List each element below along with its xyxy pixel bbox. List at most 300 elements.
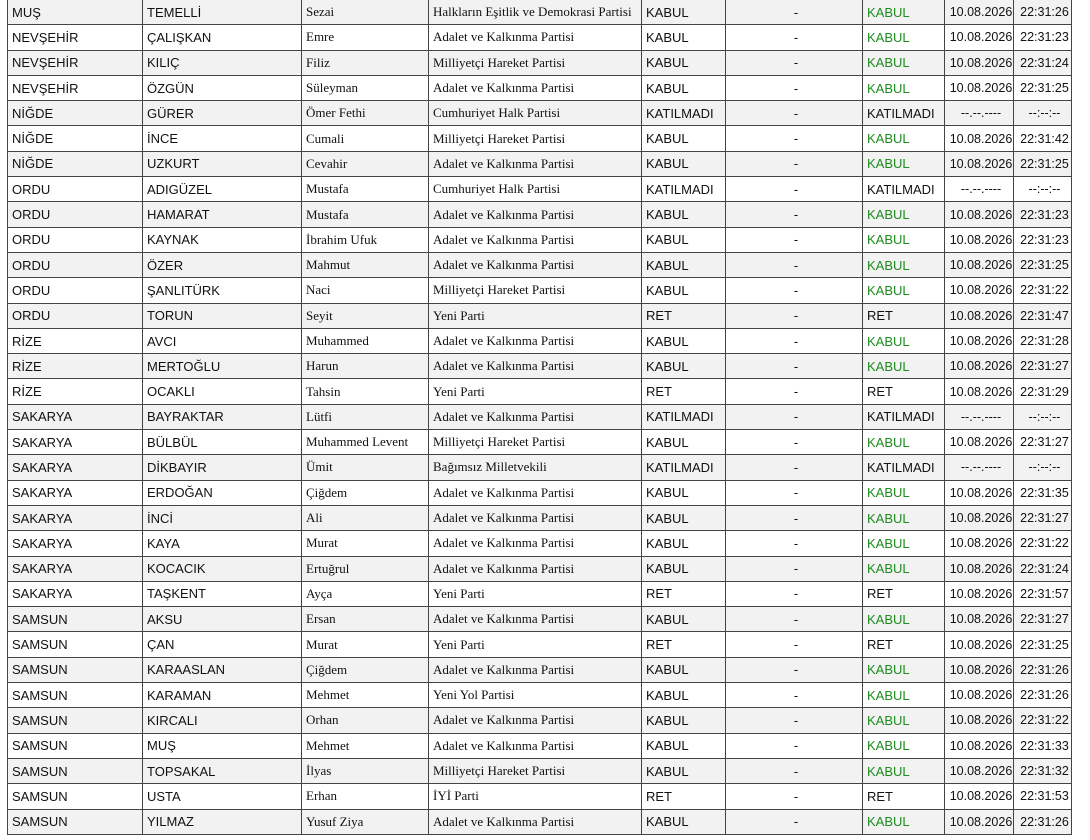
- result-cell: KABUL: [863, 202, 945, 227]
- party-cell: Halkların Eşitlik ve Demokrasi Partisi: [429, 0, 642, 25]
- vote-cell: KABUL: [642, 531, 726, 556]
- date-cell: 10.08.2026: [945, 556, 1014, 581]
- note-cell: -: [726, 480, 863, 505]
- time-cell: 22:31:25: [1014, 75, 1072, 100]
- time-cell: 22:31:57: [1014, 581, 1072, 606]
- note-cell: -: [726, 632, 863, 657]
- date-cell: 10.08.2026: [945, 227, 1014, 252]
- result-cell: KABUL: [863, 328, 945, 353]
- party-cell: Adalet ve Kalkınma Partisi: [429, 505, 642, 530]
- result-cell: KATILMADI: [863, 177, 945, 202]
- note-cell: -: [726, 379, 863, 404]
- vote-cell: KABUL: [642, 809, 726, 834]
- note-cell: -: [726, 0, 863, 25]
- surname-cell: KIRCALI: [143, 708, 302, 733]
- name-cell: Mehmet: [302, 683, 429, 708]
- vote-cell: KABUL: [642, 25, 726, 50]
- party-cell: Milliyetçi Hareket Partisi: [429, 126, 642, 151]
- city-cell: SAMSUN: [8, 784, 143, 809]
- time-cell: 22:31:23: [1014, 202, 1072, 227]
- surname-cell: GÜRER: [143, 101, 302, 126]
- party-cell: Adalet ve Kalkınma Partisi: [429, 733, 642, 758]
- surname-cell: KILIÇ: [143, 50, 302, 75]
- result-cell: KABUL: [863, 126, 945, 151]
- vote-cell: KABUL: [642, 202, 726, 227]
- time-cell: 22:31:23: [1014, 227, 1072, 252]
- note-cell: -: [726, 252, 863, 277]
- surname-cell: TORUN: [143, 303, 302, 328]
- table-row: [8, 505, 1072, 530]
- surname-cell: AKSU: [143, 607, 302, 632]
- city-cell: SAKARYA: [8, 455, 143, 480]
- date-cell: 10.08.2026: [945, 683, 1014, 708]
- party-cell: Adalet ve Kalkınma Partisi: [429, 404, 642, 429]
- party-cell: Adalet ve Kalkınma Partisi: [429, 202, 642, 227]
- surname-cell: KAYNAK: [143, 227, 302, 252]
- surname-cell: TOPSAKAL: [143, 758, 302, 783]
- surname-cell: USTA: [143, 784, 302, 809]
- note-cell: -: [726, 809, 863, 834]
- surname-cell: DİKBAYIR: [143, 455, 302, 480]
- time-cell: 22:31:27: [1014, 430, 1072, 455]
- time-cell: --:--:--: [1014, 177, 1072, 202]
- party-cell: Cumhuriyet Halk Partisi: [429, 177, 642, 202]
- result-cell: KABUL: [863, 75, 945, 100]
- date-cell: 10.08.2026: [945, 202, 1014, 227]
- result-cell: KABUL: [863, 480, 945, 505]
- surname-cell: KAYA: [143, 531, 302, 556]
- party-cell: Adalet ve Kalkınma Partisi: [429, 607, 642, 632]
- surname-cell: ÖZER: [143, 252, 302, 277]
- city-cell: RİZE: [8, 328, 143, 353]
- name-cell: Murat: [302, 632, 429, 657]
- note-cell: -: [726, 708, 863, 733]
- note-cell: -: [726, 505, 863, 530]
- surname-cell: ERDOĞAN: [143, 480, 302, 505]
- note-cell: -: [726, 126, 863, 151]
- party-cell: Adalet ve Kalkınma Partisi: [429, 252, 642, 277]
- table-row: [8, 50, 1072, 75]
- note-cell: -: [726, 328, 863, 353]
- name-cell: Ayça: [302, 581, 429, 606]
- name-cell: Lütfi: [302, 404, 429, 429]
- result-cell: RET: [863, 379, 945, 404]
- note-cell: -: [726, 556, 863, 581]
- party-cell: Cumhuriyet Halk Partisi: [429, 101, 642, 126]
- surname-cell: TEMELLİ: [143, 0, 302, 25]
- vote-cell: KABUL: [642, 505, 726, 530]
- result-cell: RET: [863, 581, 945, 606]
- name-cell: Sezai: [302, 0, 429, 25]
- name-cell: Mustafa: [302, 202, 429, 227]
- vote-cell: KABUL: [642, 556, 726, 581]
- vote-cell: KABUL: [642, 151, 726, 176]
- time-cell: 22:31:25: [1014, 151, 1072, 176]
- date-cell: 10.08.2026: [945, 75, 1014, 100]
- vote-cell: KATILMADI: [642, 101, 726, 126]
- date-cell: 10.08.2026: [945, 126, 1014, 151]
- city-cell: ORDU: [8, 202, 143, 227]
- time-cell: --:--:--: [1014, 101, 1072, 126]
- result-cell: KABUL: [863, 25, 945, 50]
- time-cell: 22:31:32: [1014, 758, 1072, 783]
- note-cell: -: [726, 404, 863, 429]
- name-cell: Muhammed: [302, 328, 429, 353]
- party-cell: Yeni Parti: [429, 303, 642, 328]
- time-cell: 22:31:27: [1014, 505, 1072, 530]
- vote-cell: RET: [642, 632, 726, 657]
- party-cell: Milliyetçi Hareket Partisi: [429, 50, 642, 75]
- table-row: [8, 25, 1072, 50]
- result-cell: KATILMADI: [863, 101, 945, 126]
- vote-cell: RET: [642, 303, 726, 328]
- result-cell: KABUL: [863, 227, 945, 252]
- note-cell: -: [726, 758, 863, 783]
- note-cell: -: [726, 683, 863, 708]
- city-cell: SAKARYA: [8, 531, 143, 556]
- date-cell: 10.08.2026: [945, 708, 1014, 733]
- vote-cell: KABUL: [642, 75, 726, 100]
- note-cell: -: [726, 278, 863, 303]
- date-cell: 10.08.2026: [945, 581, 1014, 606]
- table-row: [8, 404, 1072, 429]
- party-cell: Yeni Parti: [429, 581, 642, 606]
- name-cell: Ali: [302, 505, 429, 530]
- name-cell: Tahsin: [302, 379, 429, 404]
- table-row: [8, 531, 1072, 556]
- surname-cell: MERTOĞLU: [143, 354, 302, 379]
- table-row: [8, 632, 1072, 657]
- vote-cell: KATILMADI: [642, 404, 726, 429]
- surname-cell: İNCİ: [143, 505, 302, 530]
- city-cell: NEVŞEHİR: [8, 50, 143, 75]
- table-row: [8, 607, 1072, 632]
- result-cell: KATILMADI: [863, 404, 945, 429]
- vote-cell: KABUL: [642, 607, 726, 632]
- name-cell: Ertuğrul: [302, 556, 429, 581]
- table-row: [8, 328, 1072, 353]
- party-cell: Yeni Yol Partisi: [429, 683, 642, 708]
- date-cell: 10.08.2026: [945, 607, 1014, 632]
- party-cell: Milliyetçi Hareket Partisi: [429, 430, 642, 455]
- table-row: [8, 480, 1072, 505]
- table-row: [8, 278, 1072, 303]
- surname-cell: KOCACIK: [143, 556, 302, 581]
- date-cell: 10.08.2026: [945, 733, 1014, 758]
- party-cell: Milliyetçi Hareket Partisi: [429, 758, 642, 783]
- surname-cell: ÇAN: [143, 632, 302, 657]
- time-cell: 22:31:35: [1014, 480, 1072, 505]
- surname-cell: ÇALIŞKAN: [143, 25, 302, 50]
- table-row: [8, 303, 1072, 328]
- result-cell: KABUL: [863, 657, 945, 682]
- time-cell: 22:31:24: [1014, 50, 1072, 75]
- city-cell: SAMSUN: [8, 733, 143, 758]
- surname-cell: ÖZGÜN: [143, 75, 302, 100]
- time-cell: 22:31:26: [1014, 0, 1072, 25]
- note-cell: -: [726, 607, 863, 632]
- result-cell: KABUL: [863, 0, 945, 25]
- party-cell: Yeni Parti: [429, 379, 642, 404]
- table-row: [8, 455, 1072, 480]
- surname-cell: BÜLBÜL: [143, 430, 302, 455]
- result-cell: KATILMADI: [863, 455, 945, 480]
- city-cell: MUŞ: [8, 0, 143, 25]
- party-cell: Adalet ve Kalkınma Partisi: [429, 328, 642, 353]
- table-row: [8, 202, 1072, 227]
- party-cell: Milliyetçi Hareket Partisi: [429, 278, 642, 303]
- table-row: [8, 252, 1072, 277]
- table-row: [8, 354, 1072, 379]
- note-cell: -: [726, 784, 863, 809]
- vote-cell: KABUL: [642, 480, 726, 505]
- party-cell: Adalet ve Kalkınma Partisi: [429, 25, 642, 50]
- note-cell: -: [726, 101, 863, 126]
- date-cell: 10.08.2026: [945, 531, 1014, 556]
- note-cell: -: [726, 75, 863, 100]
- date-cell: 10.08.2026: [945, 278, 1014, 303]
- note-cell: -: [726, 455, 863, 480]
- city-cell: ORDU: [8, 177, 143, 202]
- name-cell: Erhan: [302, 784, 429, 809]
- result-cell: KABUL: [863, 354, 945, 379]
- city-cell: SAKARYA: [8, 505, 143, 530]
- vote-cell: KATILMADI: [642, 177, 726, 202]
- party-cell: Adalet ve Kalkınma Partisi: [429, 657, 642, 682]
- vote-cell: KABUL: [642, 328, 726, 353]
- name-cell: Harun: [302, 354, 429, 379]
- vote-cell: KATILMADI: [642, 455, 726, 480]
- note-cell: -: [726, 50, 863, 75]
- city-cell: ORDU: [8, 303, 143, 328]
- surname-cell: HAMARAT: [143, 202, 302, 227]
- result-cell: KABUL: [863, 278, 945, 303]
- party-cell: Adalet ve Kalkınma Partisi: [429, 354, 642, 379]
- date-cell: --.--.----: [945, 455, 1014, 480]
- date-cell: 10.08.2026: [945, 252, 1014, 277]
- surname-cell: MUŞ: [143, 733, 302, 758]
- city-cell: NEVŞEHİR: [8, 75, 143, 100]
- time-cell: 22:31:53: [1014, 784, 1072, 809]
- time-cell: --:--:--: [1014, 404, 1072, 429]
- table-row: [8, 0, 1072, 25]
- vote-cell: KABUL: [642, 758, 726, 783]
- time-cell: 22:31:27: [1014, 354, 1072, 379]
- vote-cell: KABUL: [642, 227, 726, 252]
- time-cell: 22:31:22: [1014, 278, 1072, 303]
- city-cell: SAKARYA: [8, 480, 143, 505]
- date-cell: 10.08.2026: [945, 505, 1014, 530]
- name-cell: Mehmet: [302, 733, 429, 758]
- vote-cell: RET: [642, 784, 726, 809]
- city-cell: SAMSUN: [8, 632, 143, 657]
- party-cell: Adalet ve Kalkınma Partisi: [429, 480, 642, 505]
- city-cell: SAMSUN: [8, 708, 143, 733]
- note-cell: -: [726, 227, 863, 252]
- surname-cell: ŞANLITÜRK: [143, 278, 302, 303]
- result-cell: KABUL: [863, 430, 945, 455]
- vote-cell: KABUL: [642, 708, 726, 733]
- date-cell: 10.08.2026: [945, 328, 1014, 353]
- result-cell: KABUL: [863, 151, 945, 176]
- vote-cell: KABUL: [642, 0, 726, 25]
- result-cell: KABUL: [863, 809, 945, 834]
- party-cell: Adalet ve Kalkınma Partisi: [429, 75, 642, 100]
- time-cell: 22:31:23: [1014, 25, 1072, 50]
- date-cell: 10.08.2026: [945, 480, 1014, 505]
- party-cell: İYİ Parti: [429, 784, 642, 809]
- table-row: [8, 809, 1072, 834]
- note-cell: -: [726, 177, 863, 202]
- date-cell: 10.08.2026: [945, 303, 1014, 328]
- surname-cell: KARAASLAN: [143, 657, 302, 682]
- result-cell: KABUL: [863, 683, 945, 708]
- name-cell: Çiğdem: [302, 657, 429, 682]
- city-cell: ORDU: [8, 227, 143, 252]
- date-cell: 10.08.2026: [945, 0, 1014, 25]
- city-cell: SAMSUN: [8, 758, 143, 783]
- city-cell: NİĞDE: [8, 126, 143, 151]
- time-cell: --:--:--: [1014, 455, 1072, 480]
- table-row: [8, 758, 1072, 783]
- surname-cell: TAŞKENT: [143, 581, 302, 606]
- result-cell: RET: [863, 632, 945, 657]
- date-cell: --.--.----: [945, 177, 1014, 202]
- table-row: [8, 733, 1072, 758]
- date-cell: --.--.----: [945, 404, 1014, 429]
- result-cell: KABUL: [863, 733, 945, 758]
- time-cell: 22:31:25: [1014, 252, 1072, 277]
- surname-cell: ADIGÜZEL: [143, 177, 302, 202]
- time-cell: 22:31:29: [1014, 379, 1072, 404]
- note-cell: -: [726, 430, 863, 455]
- note-cell: -: [726, 354, 863, 379]
- surname-cell: KARAMAN: [143, 683, 302, 708]
- name-cell: İbrahim Ufuk: [302, 227, 429, 252]
- note-cell: -: [726, 202, 863, 227]
- vote-cell: KABUL: [642, 430, 726, 455]
- date-cell: 10.08.2026: [945, 50, 1014, 75]
- city-cell: SAMSUN: [8, 607, 143, 632]
- name-cell: Ömer Fethi: [302, 101, 429, 126]
- result-cell: KABUL: [863, 607, 945, 632]
- table-row: [8, 227, 1072, 252]
- result-cell: KABUL: [863, 252, 945, 277]
- result-cell: KABUL: [863, 556, 945, 581]
- time-cell: 22:31:33: [1014, 733, 1072, 758]
- date-cell: 10.08.2026: [945, 25, 1014, 50]
- city-cell: RİZE: [8, 379, 143, 404]
- party-cell: Adalet ve Kalkınma Partisi: [429, 556, 642, 581]
- vote-cell: RET: [642, 581, 726, 606]
- name-cell: Naci: [302, 278, 429, 303]
- table-row: [8, 581, 1072, 606]
- city-cell: NİĞDE: [8, 101, 143, 126]
- time-cell: 22:31:25: [1014, 632, 1072, 657]
- result-cell: KABUL: [863, 505, 945, 530]
- result-cell: RET: [863, 784, 945, 809]
- name-cell: Ümit: [302, 455, 429, 480]
- date-cell: --.--.----: [945, 101, 1014, 126]
- note-cell: -: [726, 151, 863, 176]
- party-cell: Adalet ve Kalkınma Partisi: [429, 227, 642, 252]
- vote-results-table: [7, 0, 1072, 835]
- surname-cell: AVCI: [143, 328, 302, 353]
- vote-cell: KABUL: [642, 252, 726, 277]
- city-cell: SAKARYA: [8, 556, 143, 581]
- name-cell: Cevahir: [302, 151, 429, 176]
- name-cell: Muhammed Levent: [302, 430, 429, 455]
- name-cell: Yusuf Ziya: [302, 809, 429, 834]
- vote-cell: RET: [642, 379, 726, 404]
- city-cell: SAMSUN: [8, 683, 143, 708]
- time-cell: 22:31:22: [1014, 708, 1072, 733]
- note-cell: -: [726, 657, 863, 682]
- result-cell: KABUL: [863, 531, 945, 556]
- city-cell: SAMSUN: [8, 809, 143, 834]
- table-row: [8, 708, 1072, 733]
- date-cell: 10.08.2026: [945, 657, 1014, 682]
- date-cell: 10.08.2026: [945, 758, 1014, 783]
- table-row: [8, 151, 1072, 176]
- name-cell: Murat: [302, 531, 429, 556]
- result-cell: KABUL: [863, 758, 945, 783]
- name-cell: Cumali: [302, 126, 429, 151]
- vote-cell: KABUL: [642, 50, 726, 75]
- vote-cell: KABUL: [642, 683, 726, 708]
- surname-cell: YILMAZ: [143, 809, 302, 834]
- name-cell: Emre: [302, 25, 429, 50]
- table-row: [8, 430, 1072, 455]
- result-cell: KABUL: [863, 708, 945, 733]
- table-row: [8, 126, 1072, 151]
- table-row: [8, 683, 1072, 708]
- city-cell: SAKARYA: [8, 404, 143, 429]
- name-cell: Seyit: [302, 303, 429, 328]
- time-cell: 22:31:47: [1014, 303, 1072, 328]
- city-cell: NEVŞEHİR: [8, 25, 143, 50]
- surname-cell: OCAKLI: [143, 379, 302, 404]
- party-cell: Adalet ve Kalkınma Partisi: [429, 809, 642, 834]
- date-cell: 10.08.2026: [945, 151, 1014, 176]
- result-cell: KABUL: [863, 50, 945, 75]
- city-cell: ORDU: [8, 252, 143, 277]
- note-cell: -: [726, 303, 863, 328]
- name-cell: Orhan: [302, 708, 429, 733]
- table-row: [8, 556, 1072, 581]
- table-row: [8, 657, 1072, 682]
- date-cell: 10.08.2026: [945, 430, 1014, 455]
- result-cell: RET: [863, 303, 945, 328]
- party-cell: Adalet ve Kalkınma Partisi: [429, 151, 642, 176]
- date-cell: 10.08.2026: [945, 784, 1014, 809]
- name-cell: İlyas: [302, 758, 429, 783]
- name-cell: Mustafa: [302, 177, 429, 202]
- vote-cell: KABUL: [642, 278, 726, 303]
- surname-cell: BAYRAKTAR: [143, 404, 302, 429]
- vote-cell: KABUL: [642, 126, 726, 151]
- table-row: [8, 379, 1072, 404]
- date-cell: 10.08.2026: [945, 354, 1014, 379]
- time-cell: 22:31:27: [1014, 607, 1072, 632]
- city-cell: RİZE: [8, 354, 143, 379]
- time-cell: 22:31:28: [1014, 328, 1072, 353]
- city-cell: SAKARYA: [8, 430, 143, 455]
- party-cell: Adalet ve Kalkınma Partisi: [429, 531, 642, 556]
- name-cell: Filiz: [302, 50, 429, 75]
- vote-cell: KABUL: [642, 354, 726, 379]
- name-cell: Ersan: [302, 607, 429, 632]
